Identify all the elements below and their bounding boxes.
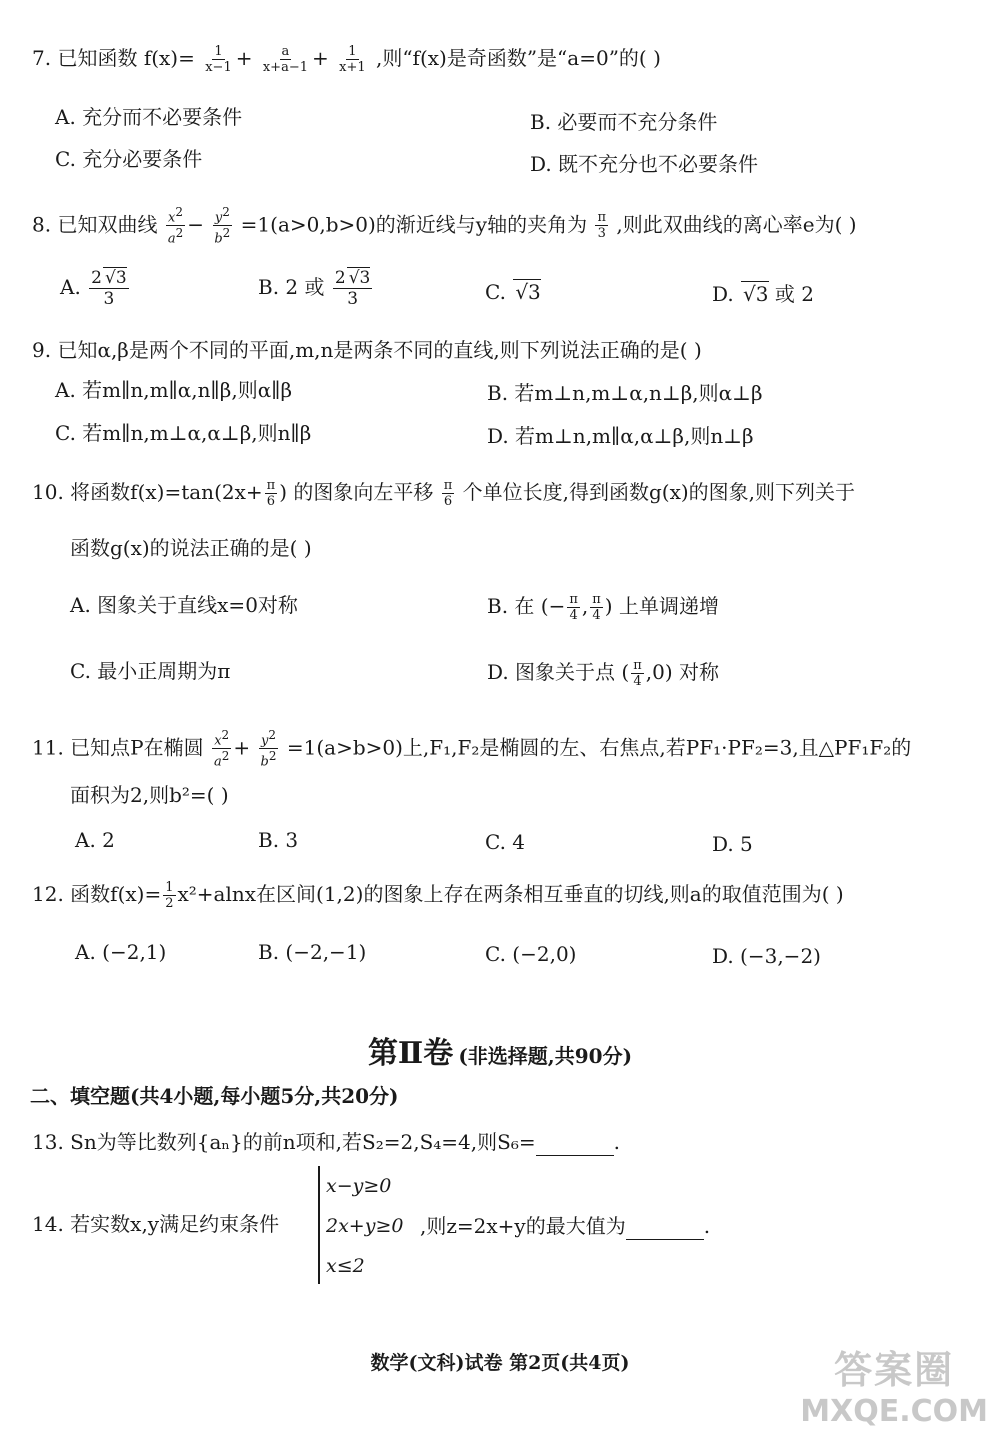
q14-constraint-2: 2x+y≥0 — [326, 1215, 404, 1237]
q7-option-c: C. 充分必要条件 — [55, 147, 203, 171]
q11-option-b: B. 3 — [258, 828, 299, 852]
q12-frac-half: $\frac{1}{2}$ — [165, 880, 174, 911]
q8-number: 8. — [32, 212, 52, 237]
q9-stem: 9. 已知α,β是两个不同的平面,m,n是两条不同的直线,则下列说法正确的是( ) — [32, 338, 702, 362]
q7-frac1: $\frac{1}{x-1}$ — [205, 44, 232, 75]
q11-frac-x: $\frac{x^2}{a^2}$ — [214, 728, 230, 770]
q8-option-d-label: D. — [712, 282, 734, 306]
q14-pre: 14. 若实数x,y满足约束条件 — [32, 1212, 280, 1236]
q10-tail: 个单位长度,得到函数g(x)的图象,则下列关于 — [462, 480, 856, 504]
q14-answer-blank — [626, 1221, 704, 1240]
q10-option-d-pre: D. 图象关于点 — [487, 660, 616, 684]
q8-option-c-label: C. — [485, 280, 506, 304]
section-title-main: 第Ⅱ卷 — [367, 1036, 454, 1071]
page-footer: 数学(文科)试卷 第2页(共4页) — [370, 1352, 630, 1374]
q8-frac-angle: $\frac{\pi}{3}$ — [597, 210, 607, 242]
section-title-sub: (非选择题,共90分) — [458, 1044, 633, 1068]
q11-pre: 已知点P在椭圆 — [70, 735, 204, 760]
q11-frac-y: $\frac{y^2}{b^2}$ — [260, 728, 277, 770]
q10-number: 10. — [32, 480, 64, 504]
q8-tail: ,则此双曲线的离心率e为( ) — [616, 212, 857, 237]
q11-stem: 11. 已知点P在椭圆 $\frac{x^2}{a^2}$ + $\frac{y^2}{b^2}$ =1(a>b>0)上,F₁,F₂是椭圆的左、右焦点,若PF₁·PF₂=3,且△PF₁F₂的 — [32, 728, 912, 770]
q9-option-a: A. 若m∥n,m∥α,n∥β,则α∥β — [55, 378, 293, 402]
watermark-site: MXQE.COM — [800, 1394, 988, 1429]
q7-option-b: B. 必要而不充分条件 — [530, 110, 718, 134]
q14-post-text: ,则z=2x+y的最大值为 — [420, 1214, 626, 1238]
q7-option-a: A. 充分而不必要条件 — [55, 105, 243, 129]
q7-option-d: D. 既不充分也不必要条件 — [530, 152, 759, 176]
q7-fx: f(x)= — [143, 46, 195, 70]
q7-number: 7. — [32, 46, 52, 70]
q10-pre: 将函数f(x)=tan — [70, 480, 215, 504]
q11-option-c: C. 4 — [485, 830, 526, 854]
q8-stem: 8. 已知双曲线 $\frac{x^2}{a^2}$ − $\frac{y^2}{b^2}$ =1(a>0,b>0)的渐近线与y轴的夹角为 $\frac{\pi}{3}$ ,则此双曲线的离心率e为( ) — [32, 205, 857, 247]
q14-post — [420, 1212, 710, 1240]
q10-option-b-pre: B. 在 — [487, 594, 535, 618]
watermark-logo: 答案圈 — [834, 1348, 955, 1392]
q14-end: . — [703, 1214, 711, 1238]
q12-option-c: C. (−2,0) — [485, 942, 577, 966]
q8-option-d-post: 或 2 — [774, 282, 814, 306]
q8-option-b-label: B. 2 或 — [258, 275, 325, 299]
q8-option-a-label: A. — [60, 275, 81, 299]
q7-stem: 7. 已知函数 f(x)= $\frac{1}{x-1}$ + $\frac{a}{x+a-1}$ + $\frac{1}{x+1}$ ,则“f(x)是奇函数”是“a=0”的( ) — [32, 44, 661, 75]
q11-option-a: A. 2 — [75, 828, 115, 852]
q10-arg: (2x+ $\frac{\pi}{6}$ ) — [214, 478, 287, 509]
q7-frac2: $\frac{a}{x+a-1}$ — [262, 44, 308, 75]
q8-option-a — [60, 268, 131, 309]
q13-end: . — [613, 1130, 620, 1154]
q8-mid: =1(a>0,b>0)的渐近线与y轴的夹角为 — [240, 212, 588, 237]
q11-stem-line2: 面积为2,则b²=( ) — [70, 783, 229, 807]
q7-pre: 已知函数 — [57, 46, 138, 70]
q8-sqrt-c: √3 — [515, 280, 541, 304]
q8-option-c — [485, 278, 541, 306]
q10-stem — [32, 478, 855, 509]
q10-option-d-post: 对称 — [679, 660, 720, 684]
fill-blank-heading: 二、填空题(共4小题,每小题5分,共20分) — [30, 1084, 399, 1108]
watermark — [800, 1339, 988, 1429]
q14-constraint-3: x≤2 — [326, 1255, 365, 1277]
q11-number: 11. — [32, 735, 64, 760]
q12-option-a: A. (−2,1) — [75, 940, 167, 964]
q10-mid: 的图象向左平移 — [293, 480, 434, 504]
q10-option-d — [487, 658, 719, 689]
q10-option-a: A. 图象关于直线x=0对称 — [70, 593, 298, 617]
q10-option-b — [487, 592, 719, 623]
section-title — [0, 1028, 1000, 1072]
q14-constraint-1: x−y≥0 — [326, 1175, 392, 1197]
q8-option-b — [258, 268, 374, 309]
q7-tail: ,则“f(x)是奇函数”是“a=0”的( ) — [375, 46, 661, 70]
q8-sqrt-d: √3 — [743, 282, 769, 306]
q11-mid: =1(a>b>0)上,F₁,F₂是椭圆的左、右焦点,若PF₁·PF₂=3,且△PF₁F₂的 — [286, 735, 912, 760]
q10-point: ( $\frac{\pi}{4}$ ,0) — [621, 658, 673, 689]
q12-pre: 函数f(x)= — [70, 882, 162, 906]
q9-option-b: B. 若m⊥n,m⊥α,n⊥β,则α⊥β — [487, 381, 763, 405]
q14-constraint-system — [318, 1166, 403, 1284]
q13-text: 13. Sn为等比数列{aₙ}的前n项和,若S₂=2,S₄=4,则S₆= — [32, 1130, 536, 1154]
q8-frac-x: $\frac{x^2}{a^2}$ — [167, 205, 184, 247]
q10-frac-shift: $\frac{\pi}{6}$ — [443, 478, 453, 509]
q8-pre: 已知双曲线 — [57, 212, 158, 237]
q10-stem-line2: 函数g(x)的说法正确的是( ) — [70, 536, 312, 560]
q8-option-d — [712, 280, 814, 308]
q8-frac-b: $\frac{2 √3}{3}$ — [334, 268, 371, 309]
q13-stem — [32, 1128, 620, 1156]
q12-option-b: B. (−2,−1) — [258, 940, 367, 964]
q9-option-d: D. 若m⊥n,m∥α,α⊥β,则n⊥β — [487, 424, 754, 448]
q8-frac-y: $\frac{y^2}{b^2}$ — [214, 205, 231, 247]
q8-frac-a: $\frac{2 √3}{3}$ — [91, 268, 127, 309]
q12-tail: x²+alnx在区间(1,2)的图象上存在两条相互垂直的切线,则a的取值范围为( ) — [177, 882, 844, 906]
q11-option-d: D. 5 — [712, 832, 753, 856]
q10-option-c: C. 最小正周期为π — [70, 659, 231, 683]
q13-answer-blank — [536, 1137, 614, 1156]
q10-interval: (− $\frac{\pi}{4}$ , $\frac{\pi}{4}$ ) — [540, 592, 613, 623]
q9-option-c: C. 若m∥n,m⊥α,α⊥β,则n∥β — [55, 421, 312, 445]
q12-number: 12. — [32, 882, 64, 906]
q12-stem — [32, 880, 844, 911]
q10-option-b-post: 上单调递增 — [618, 594, 719, 618]
q12-option-d: D. (−3,−2) — [712, 944, 821, 968]
q7-frac3: $\frac{1}{x+1}$ — [339, 44, 366, 75]
